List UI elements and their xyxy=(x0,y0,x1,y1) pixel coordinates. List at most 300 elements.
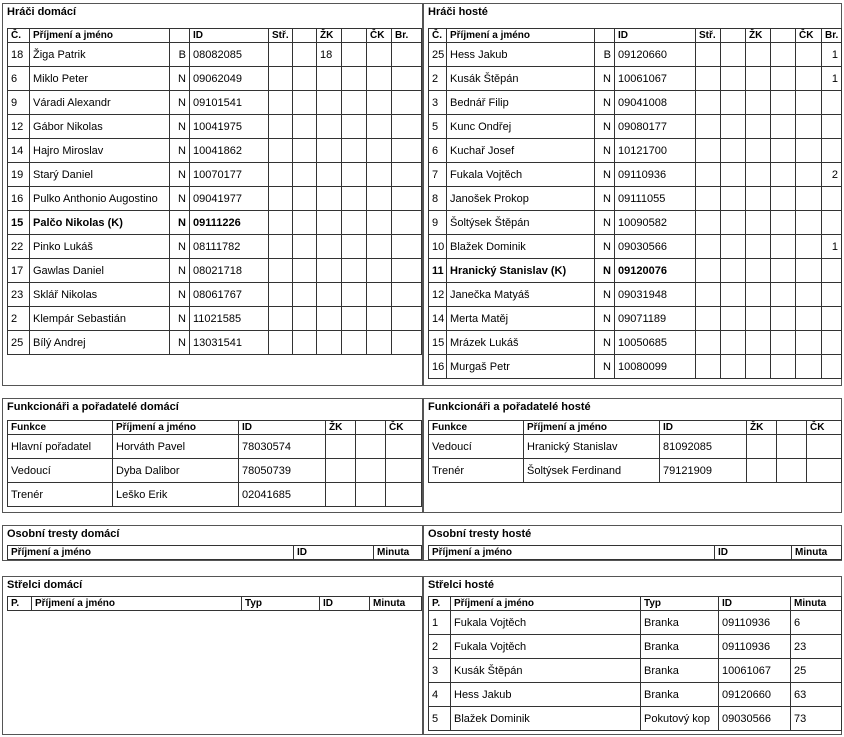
player-red-card xyxy=(796,259,822,283)
empty-cell xyxy=(721,163,746,187)
empty-cell xyxy=(771,331,796,355)
player-goals-scored xyxy=(392,163,422,187)
player-row xyxy=(429,115,842,139)
away-scorers-table xyxy=(428,596,842,731)
empty-cell xyxy=(721,139,746,163)
player-goals xyxy=(696,163,721,187)
home-officials-panel xyxy=(2,398,423,513)
away-players-header-row xyxy=(429,29,842,43)
scorer-id: 09120660 xyxy=(719,683,791,707)
player-number: 8 xyxy=(429,187,447,211)
player-flag: N xyxy=(170,307,190,331)
away-scorers-panel xyxy=(423,576,842,735)
column-header xyxy=(771,29,796,43)
player-row xyxy=(8,139,422,163)
player-yellow-card xyxy=(317,331,342,355)
player-yellow-card xyxy=(746,43,771,67)
column-header: Příjmení a jméno xyxy=(113,421,239,435)
empty-cell xyxy=(721,187,746,211)
away-scorers-header-row xyxy=(429,597,842,611)
player-yellow-card xyxy=(746,307,771,331)
player-flag: N xyxy=(170,331,190,355)
home-players-title: Hráči domácí xyxy=(7,6,77,18)
official-role: Vedoucí xyxy=(429,435,524,459)
player-flag: N xyxy=(595,115,615,139)
column-header: Typ xyxy=(641,597,719,611)
home-scorers-header-row xyxy=(8,597,422,611)
column-header xyxy=(170,29,190,43)
empty-cell xyxy=(342,91,367,115)
column-header: Br. xyxy=(822,29,842,43)
player-id: 08111782 xyxy=(190,235,269,259)
player-goals-scored: 1 xyxy=(822,235,842,259)
player-number: 10 xyxy=(429,235,447,259)
player-red-card xyxy=(367,283,392,307)
empty-cell xyxy=(342,259,367,283)
player-id: 09062049 xyxy=(190,67,269,91)
player-id: 09101541 xyxy=(190,91,269,115)
player-goals xyxy=(696,331,721,355)
player-row xyxy=(8,43,422,67)
scorer-type: Branka xyxy=(641,635,719,659)
column-header: Funkce xyxy=(8,421,113,435)
scorer-order: 5 xyxy=(429,707,451,731)
official-yellow-card xyxy=(326,459,356,483)
official-name: Leško Erik xyxy=(113,483,239,507)
column-header xyxy=(777,421,807,435)
player-red-card xyxy=(367,307,392,331)
player-row xyxy=(429,331,842,355)
player-name: Váradi Alexandr xyxy=(30,91,170,115)
player-row xyxy=(429,355,842,379)
player-yellow-card xyxy=(746,235,771,259)
player-number: 18 xyxy=(8,43,30,67)
player-number: 19 xyxy=(8,163,30,187)
column-header: Příjmení a jméno xyxy=(30,29,170,43)
column-header: Stř. xyxy=(269,29,293,43)
official-row xyxy=(8,435,422,459)
empty-cell xyxy=(356,459,386,483)
player-number: 16 xyxy=(8,187,30,211)
column-header: ČK xyxy=(367,29,392,43)
player-goals xyxy=(696,43,721,67)
official-id: 78030574 xyxy=(239,435,326,459)
empty-cell xyxy=(771,211,796,235)
empty-cell xyxy=(293,187,317,211)
player-flag: N xyxy=(170,211,190,235)
player-row xyxy=(8,235,422,259)
player-number: 14 xyxy=(8,139,30,163)
empty-cell xyxy=(293,331,317,355)
player-red-card xyxy=(367,211,392,235)
player-flag: N xyxy=(170,235,190,259)
column-header: ŽK xyxy=(326,421,356,435)
home-scorers-title: Střelci domácí xyxy=(7,579,83,591)
empty-cell xyxy=(293,211,317,235)
player-goals-scored xyxy=(822,307,842,331)
player-goals xyxy=(696,187,721,211)
scorer-minute: 73 xyxy=(791,707,842,731)
column-header: P. xyxy=(429,597,451,611)
player-red-card xyxy=(796,283,822,307)
player-row xyxy=(8,211,422,235)
scorer-row xyxy=(429,611,842,635)
player-name: Žiga Patrik xyxy=(30,43,170,67)
player-id: 08021718 xyxy=(190,259,269,283)
player-name: Pulko Anthonio Augostino xyxy=(30,187,170,211)
column-header: Příjmení a jméno xyxy=(447,29,595,43)
player-number: 22 xyxy=(8,235,30,259)
player-row xyxy=(8,115,422,139)
empty-cell xyxy=(293,139,317,163)
away-officials-table xyxy=(428,420,842,483)
player-row xyxy=(429,259,842,283)
player-red-card xyxy=(796,43,822,67)
column-header: ID xyxy=(239,421,326,435)
scorer-row xyxy=(429,659,842,683)
player-red-card xyxy=(796,67,822,91)
player-row xyxy=(429,187,842,211)
player-yellow-card xyxy=(746,331,771,355)
player-yellow-card xyxy=(317,67,342,91)
empty-cell xyxy=(293,163,317,187)
player-goals xyxy=(269,283,293,307)
column-header: ŽK xyxy=(747,421,777,435)
player-number: 5 xyxy=(429,115,447,139)
player-id: 10080099 xyxy=(615,355,696,379)
empty-cell xyxy=(721,67,746,91)
home-players-table xyxy=(7,28,422,355)
player-goals-scored xyxy=(822,115,842,139)
player-name: Blažek Dominik xyxy=(447,235,595,259)
player-goals-scored xyxy=(822,283,842,307)
home-penalties-title: Osobní tresty domácí xyxy=(7,528,120,540)
player-red-card xyxy=(367,235,392,259)
column-header: ŽK xyxy=(317,29,342,43)
player-id: 08082085 xyxy=(190,43,269,67)
empty-cell xyxy=(342,235,367,259)
home-scorers-panel xyxy=(2,576,423,735)
player-id: 09041977 xyxy=(190,187,269,211)
player-red-card xyxy=(796,91,822,115)
official-row xyxy=(429,435,842,459)
player-id: 09080177 xyxy=(615,115,696,139)
player-red-card xyxy=(796,307,822,331)
column-header: ID xyxy=(615,29,696,43)
player-name: Šoltýsek Štěpán xyxy=(447,211,595,235)
official-role: Vedoucí xyxy=(8,459,113,483)
player-yellow-card xyxy=(746,67,771,91)
player-red-card xyxy=(367,115,392,139)
empty-cell xyxy=(771,163,796,187)
player-goals xyxy=(269,91,293,115)
home-players-panel xyxy=(2,3,423,386)
player-yellow-card xyxy=(746,163,771,187)
official-id: 79121909 xyxy=(660,459,747,483)
away-players-title: Hráči hosté xyxy=(428,6,488,18)
empty-cell xyxy=(721,355,746,379)
player-name: Klempár Sebastián xyxy=(30,307,170,331)
player-number: 25 xyxy=(429,43,447,67)
player-number: 9 xyxy=(429,211,447,235)
player-row xyxy=(429,139,842,163)
empty-cell xyxy=(293,43,317,67)
scorer-type: Branka xyxy=(641,659,719,683)
player-goals-scored xyxy=(392,331,422,355)
empty-cell xyxy=(342,331,367,355)
player-yellow-card xyxy=(746,259,771,283)
player-red-card xyxy=(367,43,392,67)
player-red-card xyxy=(367,163,392,187)
player-id: 11021585 xyxy=(190,307,269,331)
official-role: Hlavní pořadatel xyxy=(8,435,113,459)
empty-cell xyxy=(293,115,317,139)
empty-cell xyxy=(293,91,317,115)
player-goals-scored xyxy=(392,307,422,331)
home-players-header-row xyxy=(8,29,422,43)
player-row xyxy=(429,307,842,331)
player-number: 9 xyxy=(8,91,30,115)
player-name: Mrázek Lukáš xyxy=(447,331,595,355)
player-yellow-card xyxy=(746,91,771,115)
player-flag: N xyxy=(595,187,615,211)
empty-cell xyxy=(721,115,746,139)
player-number: 25 xyxy=(8,331,30,355)
player-id: 10041975 xyxy=(190,115,269,139)
player-goals xyxy=(269,139,293,163)
player-row xyxy=(8,259,422,283)
player-name: Janošek Prokop xyxy=(447,187,595,211)
player-id: 10041862 xyxy=(190,139,269,163)
empty-cell xyxy=(771,355,796,379)
column-header: ID xyxy=(320,597,370,611)
player-flag: N xyxy=(170,283,190,307)
empty-cell xyxy=(771,67,796,91)
player-yellow-card: 18 xyxy=(317,43,342,67)
official-yellow-card xyxy=(747,435,777,459)
player-number: 17 xyxy=(8,259,30,283)
official-role: Trenér xyxy=(429,459,524,483)
column-header xyxy=(356,421,386,435)
empty-cell xyxy=(342,283,367,307)
scorer-minute: 63 xyxy=(791,683,842,707)
player-row xyxy=(8,187,422,211)
player-goals-scored: 2 xyxy=(822,163,842,187)
empty-cell xyxy=(293,283,317,307)
player-goals xyxy=(696,355,721,379)
player-goals xyxy=(269,331,293,355)
player-red-card xyxy=(796,163,822,187)
away-players-table xyxy=(428,28,842,379)
column-header: ČK xyxy=(807,421,842,435)
player-yellow-card xyxy=(746,187,771,211)
scorer-name: Blažek Dominik xyxy=(451,707,641,731)
player-goals-scored xyxy=(822,187,842,211)
empty-cell xyxy=(342,307,367,331)
column-header: ČK xyxy=(796,29,822,43)
player-goals-scored xyxy=(392,67,422,91)
player-goals-scored xyxy=(822,331,842,355)
column-header: Stř. xyxy=(696,29,721,43)
column-header: Typ xyxy=(242,597,320,611)
official-red-card xyxy=(386,435,422,459)
scorer-minute: 23 xyxy=(791,635,842,659)
player-goals xyxy=(696,67,721,91)
empty-cell xyxy=(771,307,796,331)
away-scorers-title: Střelci hosté xyxy=(428,579,495,591)
official-name: Šoltýsek Ferdinand xyxy=(524,459,660,483)
player-goals-scored xyxy=(392,115,422,139)
column-header: ID xyxy=(715,546,792,560)
player-id: 09110936 xyxy=(615,163,696,187)
player-row xyxy=(8,331,422,355)
column-header: ID xyxy=(719,597,791,611)
empty-cell xyxy=(777,459,807,483)
player-yellow-card xyxy=(317,115,342,139)
player-goals-scored xyxy=(392,187,422,211)
player-goals-scored xyxy=(392,283,422,307)
player-red-card xyxy=(796,139,822,163)
column-header: ID xyxy=(294,546,374,560)
player-goals-scored xyxy=(392,259,422,283)
player-red-card xyxy=(367,331,392,355)
player-goals-scored xyxy=(822,139,842,163)
empty-cell xyxy=(771,259,796,283)
player-goals xyxy=(269,307,293,331)
scorer-row xyxy=(429,635,842,659)
player-goals-scored: 1 xyxy=(822,43,842,67)
empty-cell xyxy=(342,43,367,67)
player-flag: N xyxy=(170,163,190,187)
column-header: Funkce xyxy=(429,421,524,435)
empty-cell xyxy=(293,307,317,331)
column-header: P. xyxy=(8,597,32,611)
player-yellow-card xyxy=(317,163,342,187)
empty-cell xyxy=(342,139,367,163)
player-yellow-card xyxy=(746,283,771,307)
player-id: 09120660 xyxy=(615,43,696,67)
home-officials-title: Funkcionáři a pořadatelé domácí xyxy=(7,401,179,413)
scorer-row xyxy=(429,707,842,731)
player-name: Bednář Filip xyxy=(447,91,595,115)
official-role: Trenér xyxy=(8,483,113,507)
player-flag: N xyxy=(595,163,615,187)
away-penalties-table xyxy=(428,545,842,560)
column-header: Příjmení a jméno xyxy=(429,546,715,560)
player-goals-scored xyxy=(392,139,422,163)
empty-cell xyxy=(293,235,317,259)
player-goals xyxy=(269,235,293,259)
empty-cell xyxy=(721,211,746,235)
scorer-row xyxy=(429,683,842,707)
player-name: Kunc Ondřej xyxy=(447,115,595,139)
player-id: 08061767 xyxy=(190,283,269,307)
player-number: 3 xyxy=(429,91,447,115)
empty-cell xyxy=(771,283,796,307)
scorer-name: Fukala Vojtěch xyxy=(451,635,641,659)
player-goals-scored xyxy=(822,259,842,283)
home-penalties-table xyxy=(7,545,422,560)
player-name: Bílý Andrej xyxy=(30,331,170,355)
player-flag: N xyxy=(595,283,615,307)
player-goals xyxy=(269,67,293,91)
player-name: Fukala Vojtěch xyxy=(447,163,595,187)
player-yellow-card xyxy=(317,259,342,283)
empty-cell xyxy=(342,187,367,211)
player-yellow-card xyxy=(746,355,771,379)
player-goals-scored xyxy=(392,235,422,259)
away-penalties-header-row xyxy=(429,546,842,560)
scorer-type: Pokutový kop xyxy=(641,707,719,731)
player-flag: N xyxy=(595,139,615,163)
player-id: 09041008 xyxy=(615,91,696,115)
player-name: Hajro Miroslav xyxy=(30,139,170,163)
player-flag: N xyxy=(170,115,190,139)
column-header: Č. xyxy=(8,29,30,43)
player-goals xyxy=(696,139,721,163)
player-red-card xyxy=(367,187,392,211)
column-header: Příjmení a jméno xyxy=(524,421,660,435)
player-flag: N xyxy=(170,91,190,115)
player-red-card xyxy=(796,115,822,139)
player-goals-scored xyxy=(822,355,842,379)
player-goals xyxy=(269,187,293,211)
player-red-card xyxy=(796,211,822,235)
player-flag: N xyxy=(595,235,615,259)
player-row xyxy=(429,235,842,259)
official-name: Horváth Pavel xyxy=(113,435,239,459)
player-number: 23 xyxy=(8,283,30,307)
player-goals xyxy=(269,211,293,235)
player-name: Janečka Matyáš xyxy=(447,283,595,307)
player-name: Hranický Stanislav (K) xyxy=(447,259,595,283)
player-id: 10050685 xyxy=(615,331,696,355)
player-red-card xyxy=(796,355,822,379)
player-yellow-card xyxy=(746,139,771,163)
empty-cell xyxy=(721,307,746,331)
player-number: 12 xyxy=(429,283,447,307)
player-goals xyxy=(696,235,721,259)
player-red-card xyxy=(367,91,392,115)
player-number: 6 xyxy=(8,67,30,91)
home-penalties-header-row xyxy=(8,546,422,560)
player-goals xyxy=(269,259,293,283)
player-flag: N xyxy=(595,307,615,331)
player-id: 10090582 xyxy=(615,211,696,235)
player-id: 09111055 xyxy=(615,187,696,211)
away-officials-panel xyxy=(423,398,842,513)
player-yellow-card xyxy=(317,307,342,331)
official-name: Dyba Dalibor xyxy=(113,459,239,483)
player-id: 10070177 xyxy=(190,163,269,187)
official-red-card xyxy=(386,483,422,507)
empty-cell xyxy=(721,43,746,67)
player-number: 2 xyxy=(429,67,447,91)
official-id: 78050739 xyxy=(239,459,326,483)
column-header xyxy=(721,29,746,43)
scorer-name: Hess Jakub xyxy=(451,683,641,707)
empty-cell xyxy=(771,235,796,259)
column-header: ID xyxy=(660,421,747,435)
player-number: 16 xyxy=(429,355,447,379)
player-name: Kuchař Josef xyxy=(447,139,595,163)
scorer-id: 09030566 xyxy=(719,707,791,731)
scorer-minute: 25 xyxy=(791,659,842,683)
empty-cell xyxy=(771,91,796,115)
official-row xyxy=(8,459,422,483)
player-number: 7 xyxy=(429,163,447,187)
player-red-card xyxy=(796,187,822,211)
